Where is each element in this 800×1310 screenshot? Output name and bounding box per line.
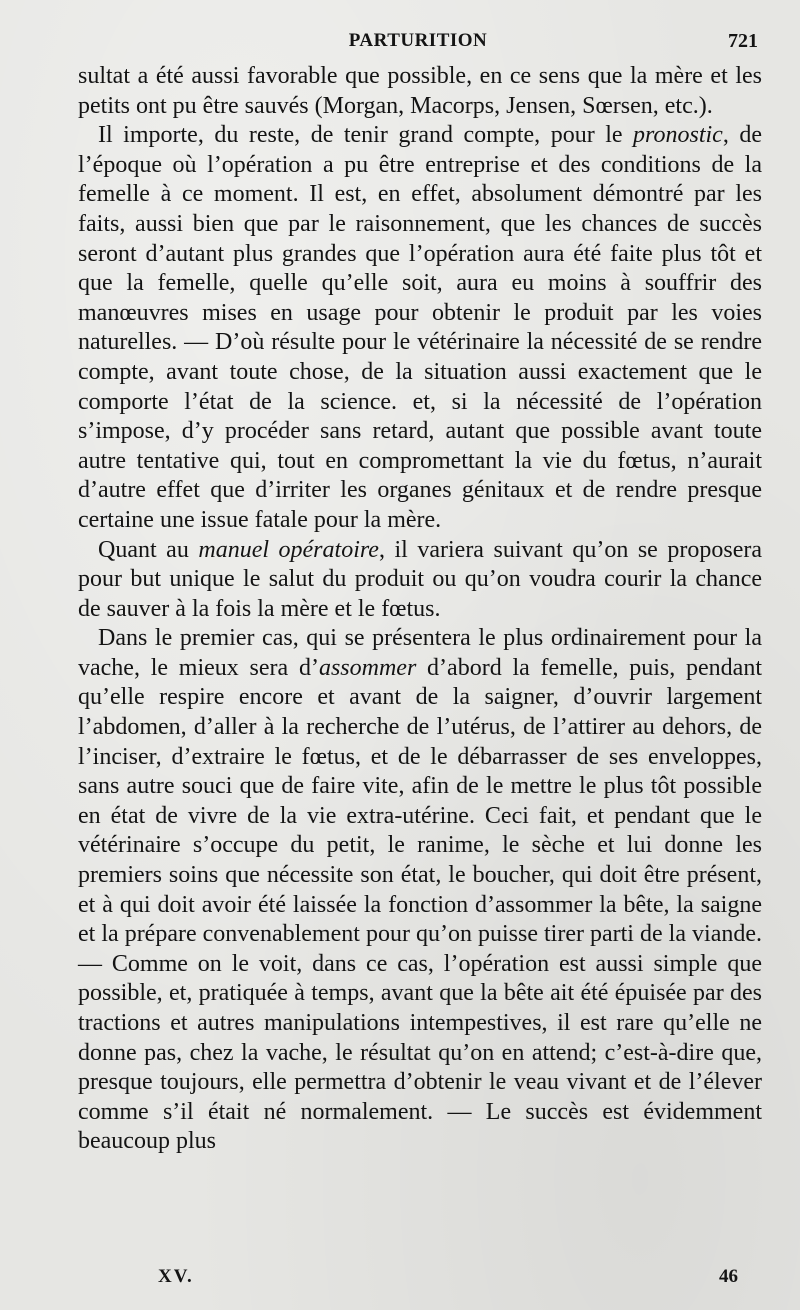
italic-term: assommer [318, 654, 417, 681]
page-footer [78, 1266, 762, 1292]
page-number: 721 [728, 30, 758, 52]
text-run: d’abord la femelle, puis, pendant qu’elle respire encore et avant de la saigner, d’ouvrir largement l’abdomen, d’aller à la recherche de l’utérus, de l’attirer au dehors, de l’inciser, d’extraire le fœtus, et de le débarrasser de ses enveloppes, sans autre souci que de faire vite, afin de le mettre le plus tôt possible en état de vivre de la vie extra-utérine. Ceci fait, et pendant que le vétérinaire s’occupe du petit, le ranime, le sèche et lui donne les premiers soins que nécessite son état, le boucher, qui doit être présent, et à qui doit avoir été laissée la fonction d’assommer la bête, la saigne et la prépare convenablement pour qu’on puisse tirer parti de la viande. — Comme on le voit, dans ce cas, l’opération est aussi simple que possible, et, pratiquée à temps, avant que la bête ait été épuisée par des tractions et autres manipulations intempestives, il est rare qu’elle ne donne pas, chez la vache, le résultat qu’on en attend; c’est-à-dire que, presque toujours, elle permettra d’obtenir le veau vivant et de l’élever comme s’il était né normalement. — Le succès est évidemment beaucoup plus [78, 654, 762, 1155]
italic-term: manuel opératoire [198, 536, 379, 563]
sheet-number: 46 [719, 1266, 738, 1287]
paragraph-continuation [78, 62, 762, 121]
text-run: Quant au [98, 536, 199, 563]
italic-term: pronostic [633, 122, 723, 149]
paragraph-operative-manual [78, 536, 762, 625]
paragraph-first-case [78, 624, 762, 1157]
text-run: , de l’époque où l’opération a pu être entreprise et des conditions de la femelle à ce moment. Il est, en effet, absolument démontré par les faits, aussi bien que par le raisonnement, que les chances de succès seront d’autant plus grandes que l’opération aura été faite plus tôt et que la femelle, quelle qu’elle soit, aura eu moins à souffrir des manœuvres mises en usage pour obtenir le produit par les voies naturelles. — D’où résulte pour le vétérinaire la nécessité de se rendre compte, avant toute chose, de la situation aussi exactement que le comporte l’état de la science. et, si la nécessité de l’opération s’impose, d’y procéder sans retard, autant que possible avant toute autre tentative qui, tout en compromettant la vie du fœtus, n’aurait d’autre effet que d’irriter les organes génitaux et de rendre presque certaine une issue fatale pour la mère. [78, 122, 763, 533]
text-run: Il importe, du reste, de tenir grand compte, pour le [98, 122, 634, 149]
paragraph-prognosis [78, 121, 762, 535]
text-run: , il variera suivant qu’on se proposera pour but unique le salut du produit ou qu’on voudra courir la chance de sauver à la fois la mère et le fœtus. [78, 536, 762, 622]
text-run: Dans le premier cas, qui se présentera le plus ordinairement pour la vache, le mieux sera d’ [78, 625, 762, 681]
signature-mark: XV. [158, 1266, 194, 1287]
body-text [78, 62, 762, 1157]
running-head-title: PARTURITION [348, 30, 488, 51]
text-run: sultat a été aussi favorable que possible, en ce sens que la mère et les petits ont pu être sauvés (Morgan, Macorps, Jensen, Sœrsen, etc.). [78, 63, 762, 119]
running-head [78, 30, 758, 56]
